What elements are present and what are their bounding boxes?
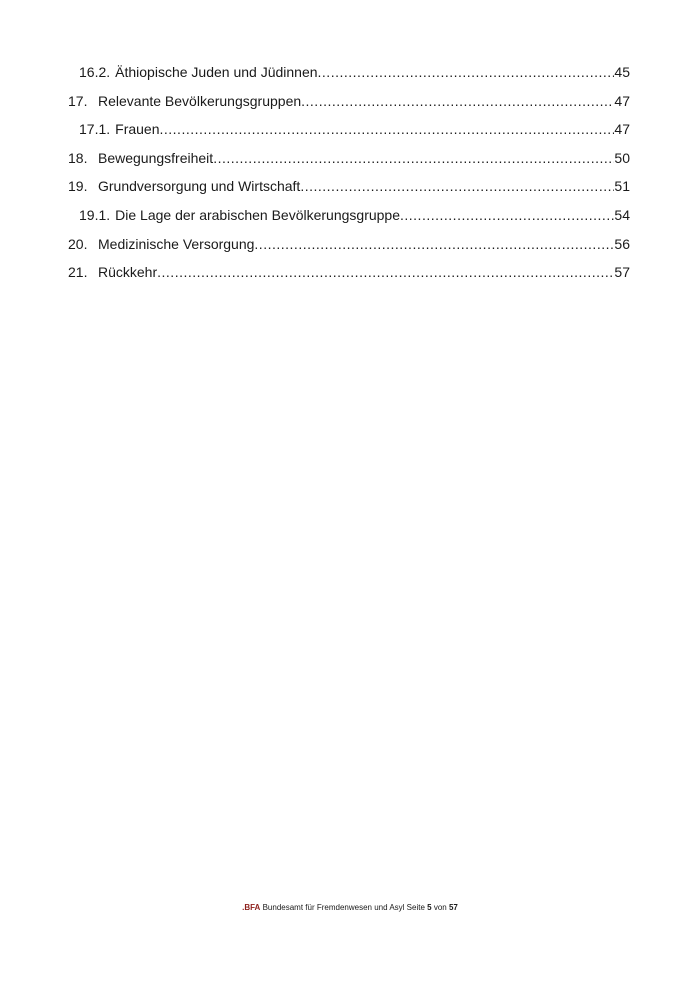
toc-entry-number: 19.1. <box>79 206 111 223</box>
toc-dot-leader <box>213 144 614 173</box>
footer-page-current: 5 <box>427 903 432 912</box>
toc-entry[interactable] <box>68 172 630 201</box>
toc-entry-title: Äthiopische Juden und Jüdinnen <box>115 64 318 80</box>
toc-entry[interactable] <box>68 258 630 287</box>
toc-entry-title: Frauen <box>115 121 160 138</box>
toc-entry-page: 50 <box>614 149 630 166</box>
toc-entry-title: Rückkehr <box>98 264 158 281</box>
toc-entry[interactable] <box>68 144 630 173</box>
toc-entry-page: 51 <box>614 178 630 195</box>
footer-of-label: von <box>433 903 447 912</box>
toc-entry[interactable] <box>68 87 630 116</box>
page-footer <box>0 902 700 913</box>
footer-page-label: Seite <box>406 903 425 912</box>
toc-entry-page: 47 <box>614 121 630 138</box>
toc-entry-title: Bewegungsfreiheit <box>98 149 214 166</box>
footer-page-total: 57 <box>448 903 458 912</box>
bfa-logo: .BFA <box>242 903 261 912</box>
toc-entry-number: 18. <box>68 149 88 166</box>
toc-entry-title: Medizinische Versorgung <box>98 235 255 252</box>
toc-entry-page: 47 <box>614 92 630 109</box>
toc-entry[interactable] <box>68 201 630 230</box>
toc-entry[interactable] <box>68 230 630 259</box>
toc-dot-leader <box>160 115 615 144</box>
toc-entry-number: 19. <box>68 178 88 195</box>
toc-entry-page: 45 <box>614 64 630 80</box>
toc-dot-leader <box>254 230 614 259</box>
toc-entry-number: 17. <box>68 92 88 109</box>
toc-entry[interactable] <box>68 115 630 144</box>
table-of-contents <box>68 58 630 287</box>
toc-entry-page: 54 <box>614 206 630 223</box>
toc-entry-number: 21. <box>68 264 88 281</box>
toc-entry-title: Relevante Bevölkerungsgruppen <box>98 92 302 109</box>
toc-entry-title: Die Lage der arabischen Bevölkerungsgruppe <box>115 206 400 223</box>
toc-dot-leader <box>300 172 614 201</box>
toc-dot-leader <box>301 87 614 116</box>
toc-entry-number: 17.1. <box>79 121 111 138</box>
toc-entry-number: 20. <box>68 235 88 252</box>
toc-entry-page: 57 <box>614 264 630 281</box>
toc-entry-page: 56 <box>614 235 630 252</box>
toc-dot-leader <box>157 258 614 287</box>
toc-entry-number: 16.2. <box>79 64 111 80</box>
footer-org-text: Bundesamt für Fremdenwesen und Asyl <box>262 903 405 912</box>
toc-dot-leader <box>318 58 615 87</box>
toc-dot-leader <box>400 201 614 230</box>
toc-entry[interactable] <box>68 58 630 87</box>
toc-entry-title: Grundversorgung und Wirtschaft <box>98 178 301 195</box>
